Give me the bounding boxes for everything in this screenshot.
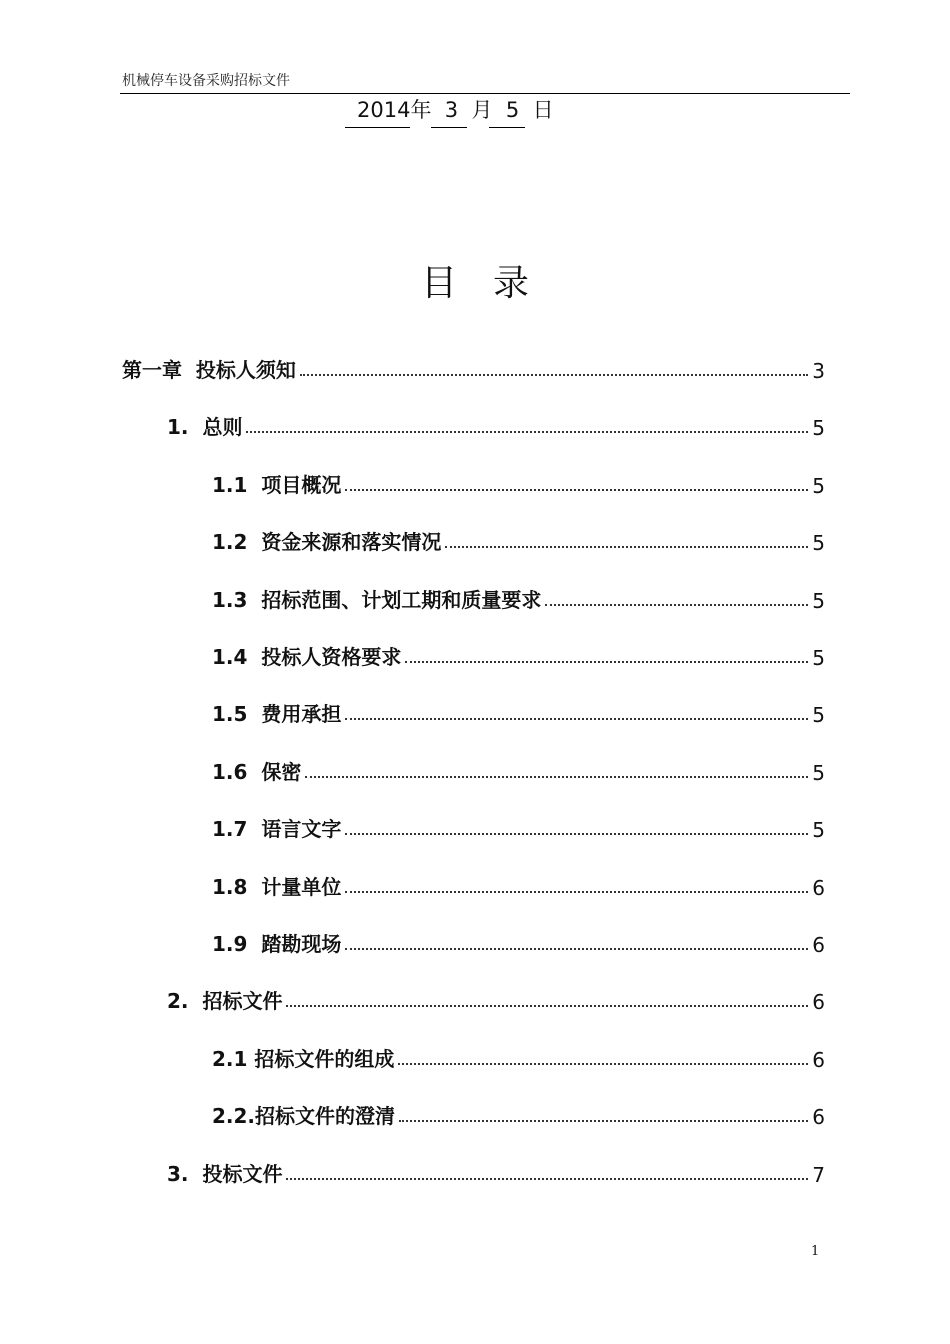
toc-entry-page: 5 [812, 646, 825, 670]
toc-entry[interactable] [167, 1157, 825, 1187]
toc-dot-leader [405, 661, 808, 663]
toc-entry-page: 6 [812, 1048, 825, 1072]
toc-dot-leader [345, 833, 808, 835]
toc-entry-title: 1.7 语言文字 [212, 817, 342, 841]
toc-dot-leader [345, 489, 808, 491]
toc-entry[interactable] [212, 697, 825, 727]
toc-entry-title: 2. 招标文件 [167, 989, 283, 1013]
date-month-underline [431, 127, 467, 128]
toc-entry[interactable] [167, 410, 825, 440]
toc-entry-page: 6 [812, 1105, 825, 1129]
toc-dot-leader [345, 891, 808, 893]
toc-entry-page: 6 [812, 990, 825, 1014]
toc-entry-title: 1.9 踏勘现场 [212, 932, 342, 956]
toc-dot-leader [345, 948, 808, 950]
page-number: 1 [811, 1244, 820, 1259]
toc-entry[interactable] [122, 353, 825, 383]
toc-entry-title: 1.5 费用承担 [212, 702, 342, 726]
toc-entry-page: 5 [812, 703, 825, 727]
toc-entry-title: 1.8 计量单位 [212, 875, 342, 899]
toc-entry-title: 2.2.招标文件的澄清 [212, 1104, 396, 1128]
toc-entry-page: 5 [812, 474, 825, 498]
toc-dot-leader [286, 1005, 808, 1007]
toc-dot-leader [246, 431, 808, 433]
toc-dot-leader [286, 1178, 808, 1180]
toc-entry-page: 7 [812, 1163, 825, 1187]
toc-dot-leader [345, 718, 808, 720]
toc-title: 目录 [420, 263, 565, 304]
toc-entry-title: 1.3 招标范围、计划工期和质量要求 [212, 588, 542, 612]
toc-entry[interactable] [212, 1042, 825, 1072]
toc-entry-page: 5 [812, 589, 825, 613]
date-day-underline [489, 127, 525, 128]
toc-entry-title: 1.4 投标人资格要求 [212, 645, 402, 669]
date-year-underline [345, 127, 410, 128]
toc-entry[interactable] [167, 984, 825, 1014]
toc-entry-title: 1.2 资金来源和落实情况 [212, 530, 442, 554]
toc-entry-title: 1.6 保密 [212, 760, 302, 784]
toc-dot-leader [305, 776, 808, 778]
toc-entry-page: 5 [812, 416, 825, 440]
toc-entry-title: 2.1 招标文件的组成 [212, 1047, 395, 1071]
toc-entry-page: 6 [812, 933, 825, 957]
issue-date: 2014年 3 月 5 日 [357, 98, 554, 122]
toc-dot-leader [545, 604, 808, 606]
toc-dot-leader [398, 1063, 808, 1065]
toc-dot-leader [300, 374, 808, 376]
toc-entry[interactable] [212, 1099, 825, 1129]
toc-entry[interactable] [212, 525, 825, 555]
toc-entry[interactable] [212, 927, 825, 957]
toc-entry[interactable] [212, 870, 825, 900]
toc-entry-title: 1.1 项目概况 [212, 473, 342, 497]
toc-entry-page: 5 [812, 818, 825, 842]
toc-dot-leader [445, 546, 808, 548]
toc-entry[interactable] [212, 640, 825, 670]
toc-entry[interactable] [212, 755, 825, 785]
toc-entry-page: 6 [812, 876, 825, 900]
toc-entry-page: 5 [812, 531, 825, 555]
toc-entry-page: 3 [812, 359, 825, 383]
toc-entry-title: 3. 投标文件 [167, 1162, 283, 1186]
toc-entry[interactable] [212, 468, 825, 498]
toc-dot-leader [399, 1120, 808, 1122]
toc-entry[interactable] [212, 583, 825, 613]
toc-entry[interactable] [212, 812, 825, 842]
document-header-title: 机械停车设备采购招标文件 [122, 73, 290, 89]
toc-entry-page: 5 [812, 761, 825, 785]
toc-entry-title: 第一章 投标人须知 [122, 358, 296, 382]
toc-entry-title: 1. 总则 [167, 415, 243, 439]
